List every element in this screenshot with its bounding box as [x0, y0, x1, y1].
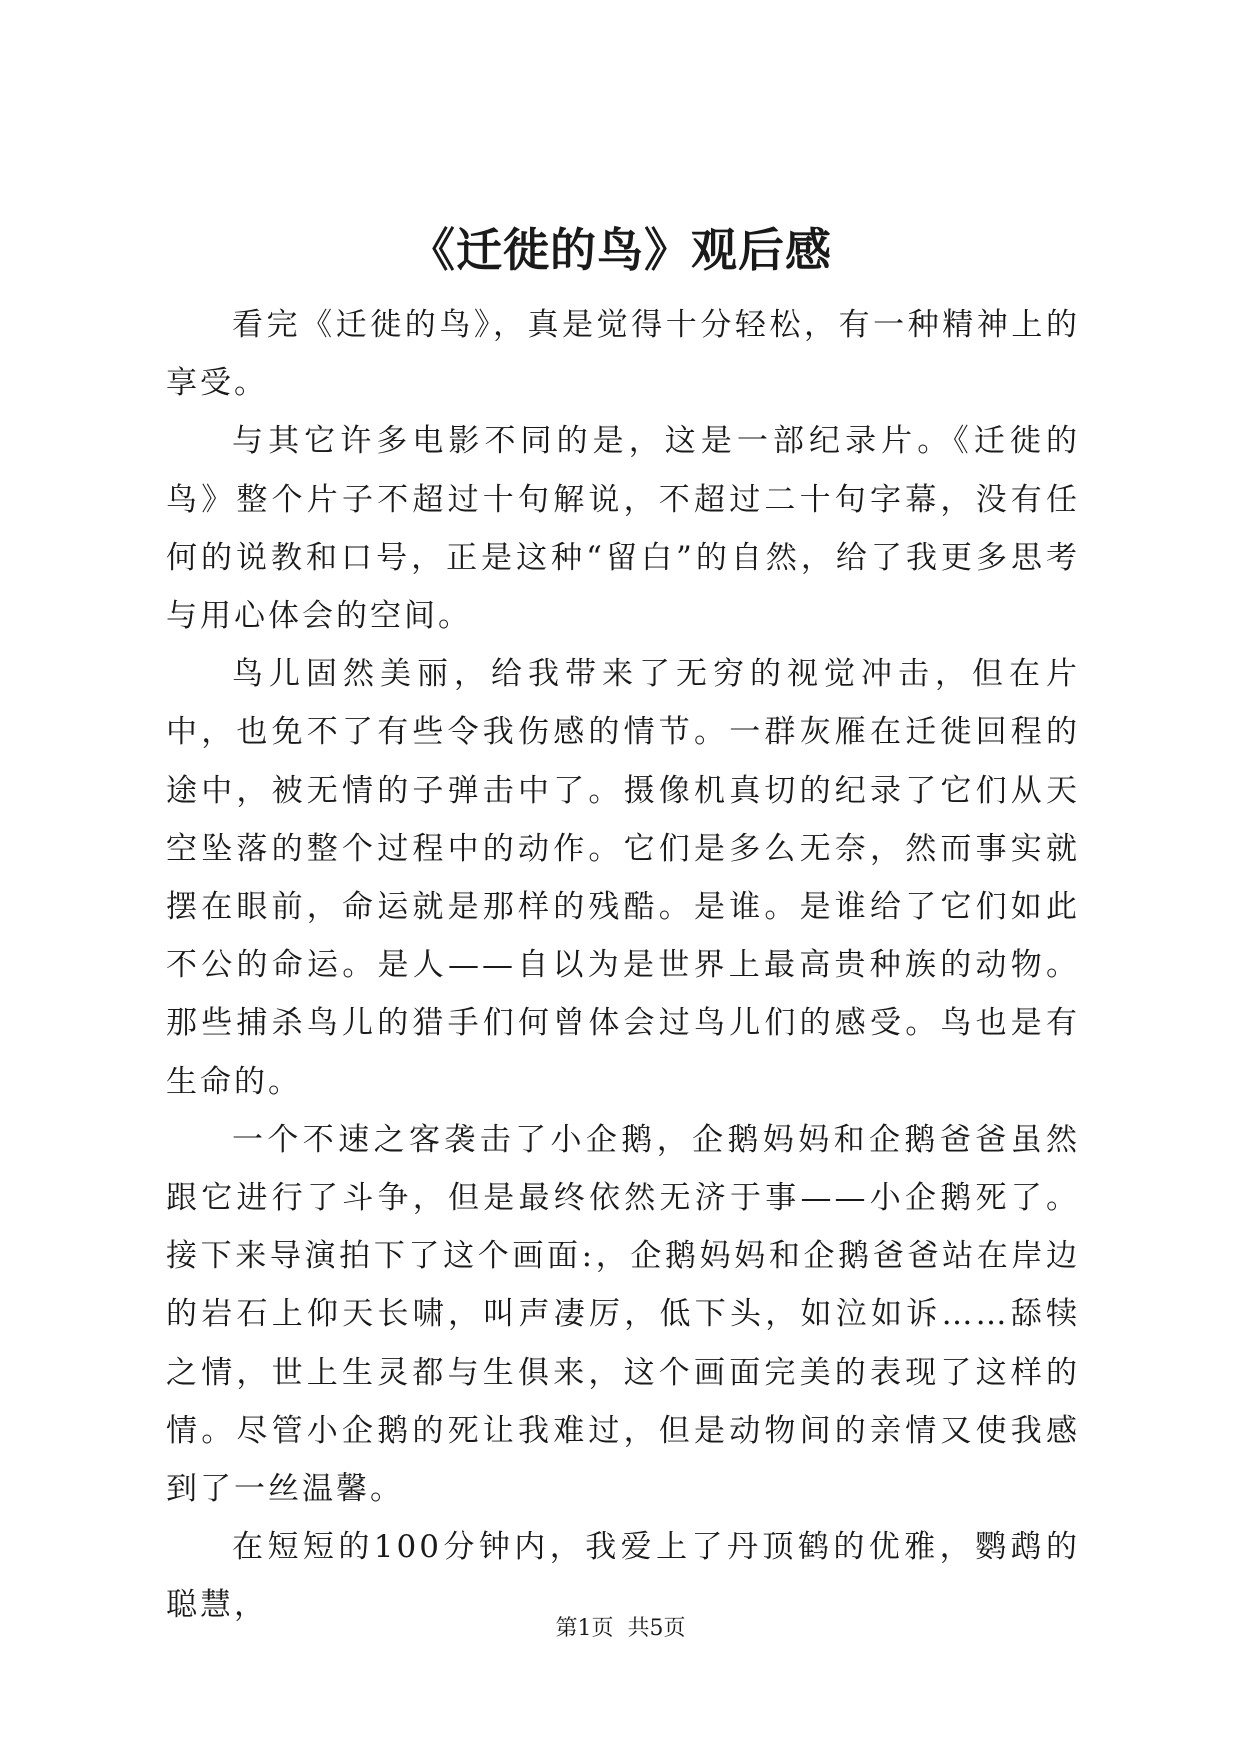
page-number: 第1页 [555, 1616, 614, 1641]
page-total: 共5页 [627, 1616, 686, 1641]
document-title: 《迁徙的鸟》观后感 [409, 223, 832, 277]
paragraph: 一个不速之客袭击了小企鹅，企鹅妈妈和企鹅爸爸虽然跟它进行了斗争，但是最终依然无济于事——小企鹅死了。接下来导演拍下了这个画面:，企鹅妈妈和企鹅爸爸站在岸边的岩石上仰天长啸，叫声凄厉，低下头，如泣如诉……舔犊之情，世上生灵都与生俱来，这个画面完美的表现了这样的情。尽管小企鹅的死让我难过，但是动物间的亲情又使我感到了一丝温馨。 [166, 1121, 1080, 1508]
document-body [166, 296, 1080, 1635]
paragraph: 与其它许多电影不同的是，这是一部纪录片。《迁徙的鸟》整个片子不超过十句解说，不超过二十句字幕，没有任何的说教和口号，正是这种“留白”的自然，给了我更多思考与用心体会的空间。 [166, 423, 1080, 635]
paragraph: 鸟儿固然美丽，给我带来了无穷的视觉冲击，但在片中，也免不了有些令我伤感的情节。一群灰雁在迁徙回程的途中，被无情的子弹击中了。摄像机真切的纪录了它们从天空坠落的整个过程中的动作。它们是多么无奈，然而事实就摆在眼前，命运就是那样的残酷。是谁。是谁给了它们如此不公的命运。是人——自以为是世界上最高贵种族的动物。那些捕杀鸟儿的猎手们何曾体会过鸟儿们的感受。鸟也是有生命的。 [166, 656, 1080, 1100]
page-footer [0, 1614, 1241, 1644]
paragraph: 看完《迁徙的鸟》，真是觉得十分轻松，有一种精神上的享受。 [166, 307, 1080, 402]
paragraph: 在短短的100分钟内，我爱上了丹顶鹤的优雅，鹦鹉的聪慧， [166, 1529, 1080, 1624]
